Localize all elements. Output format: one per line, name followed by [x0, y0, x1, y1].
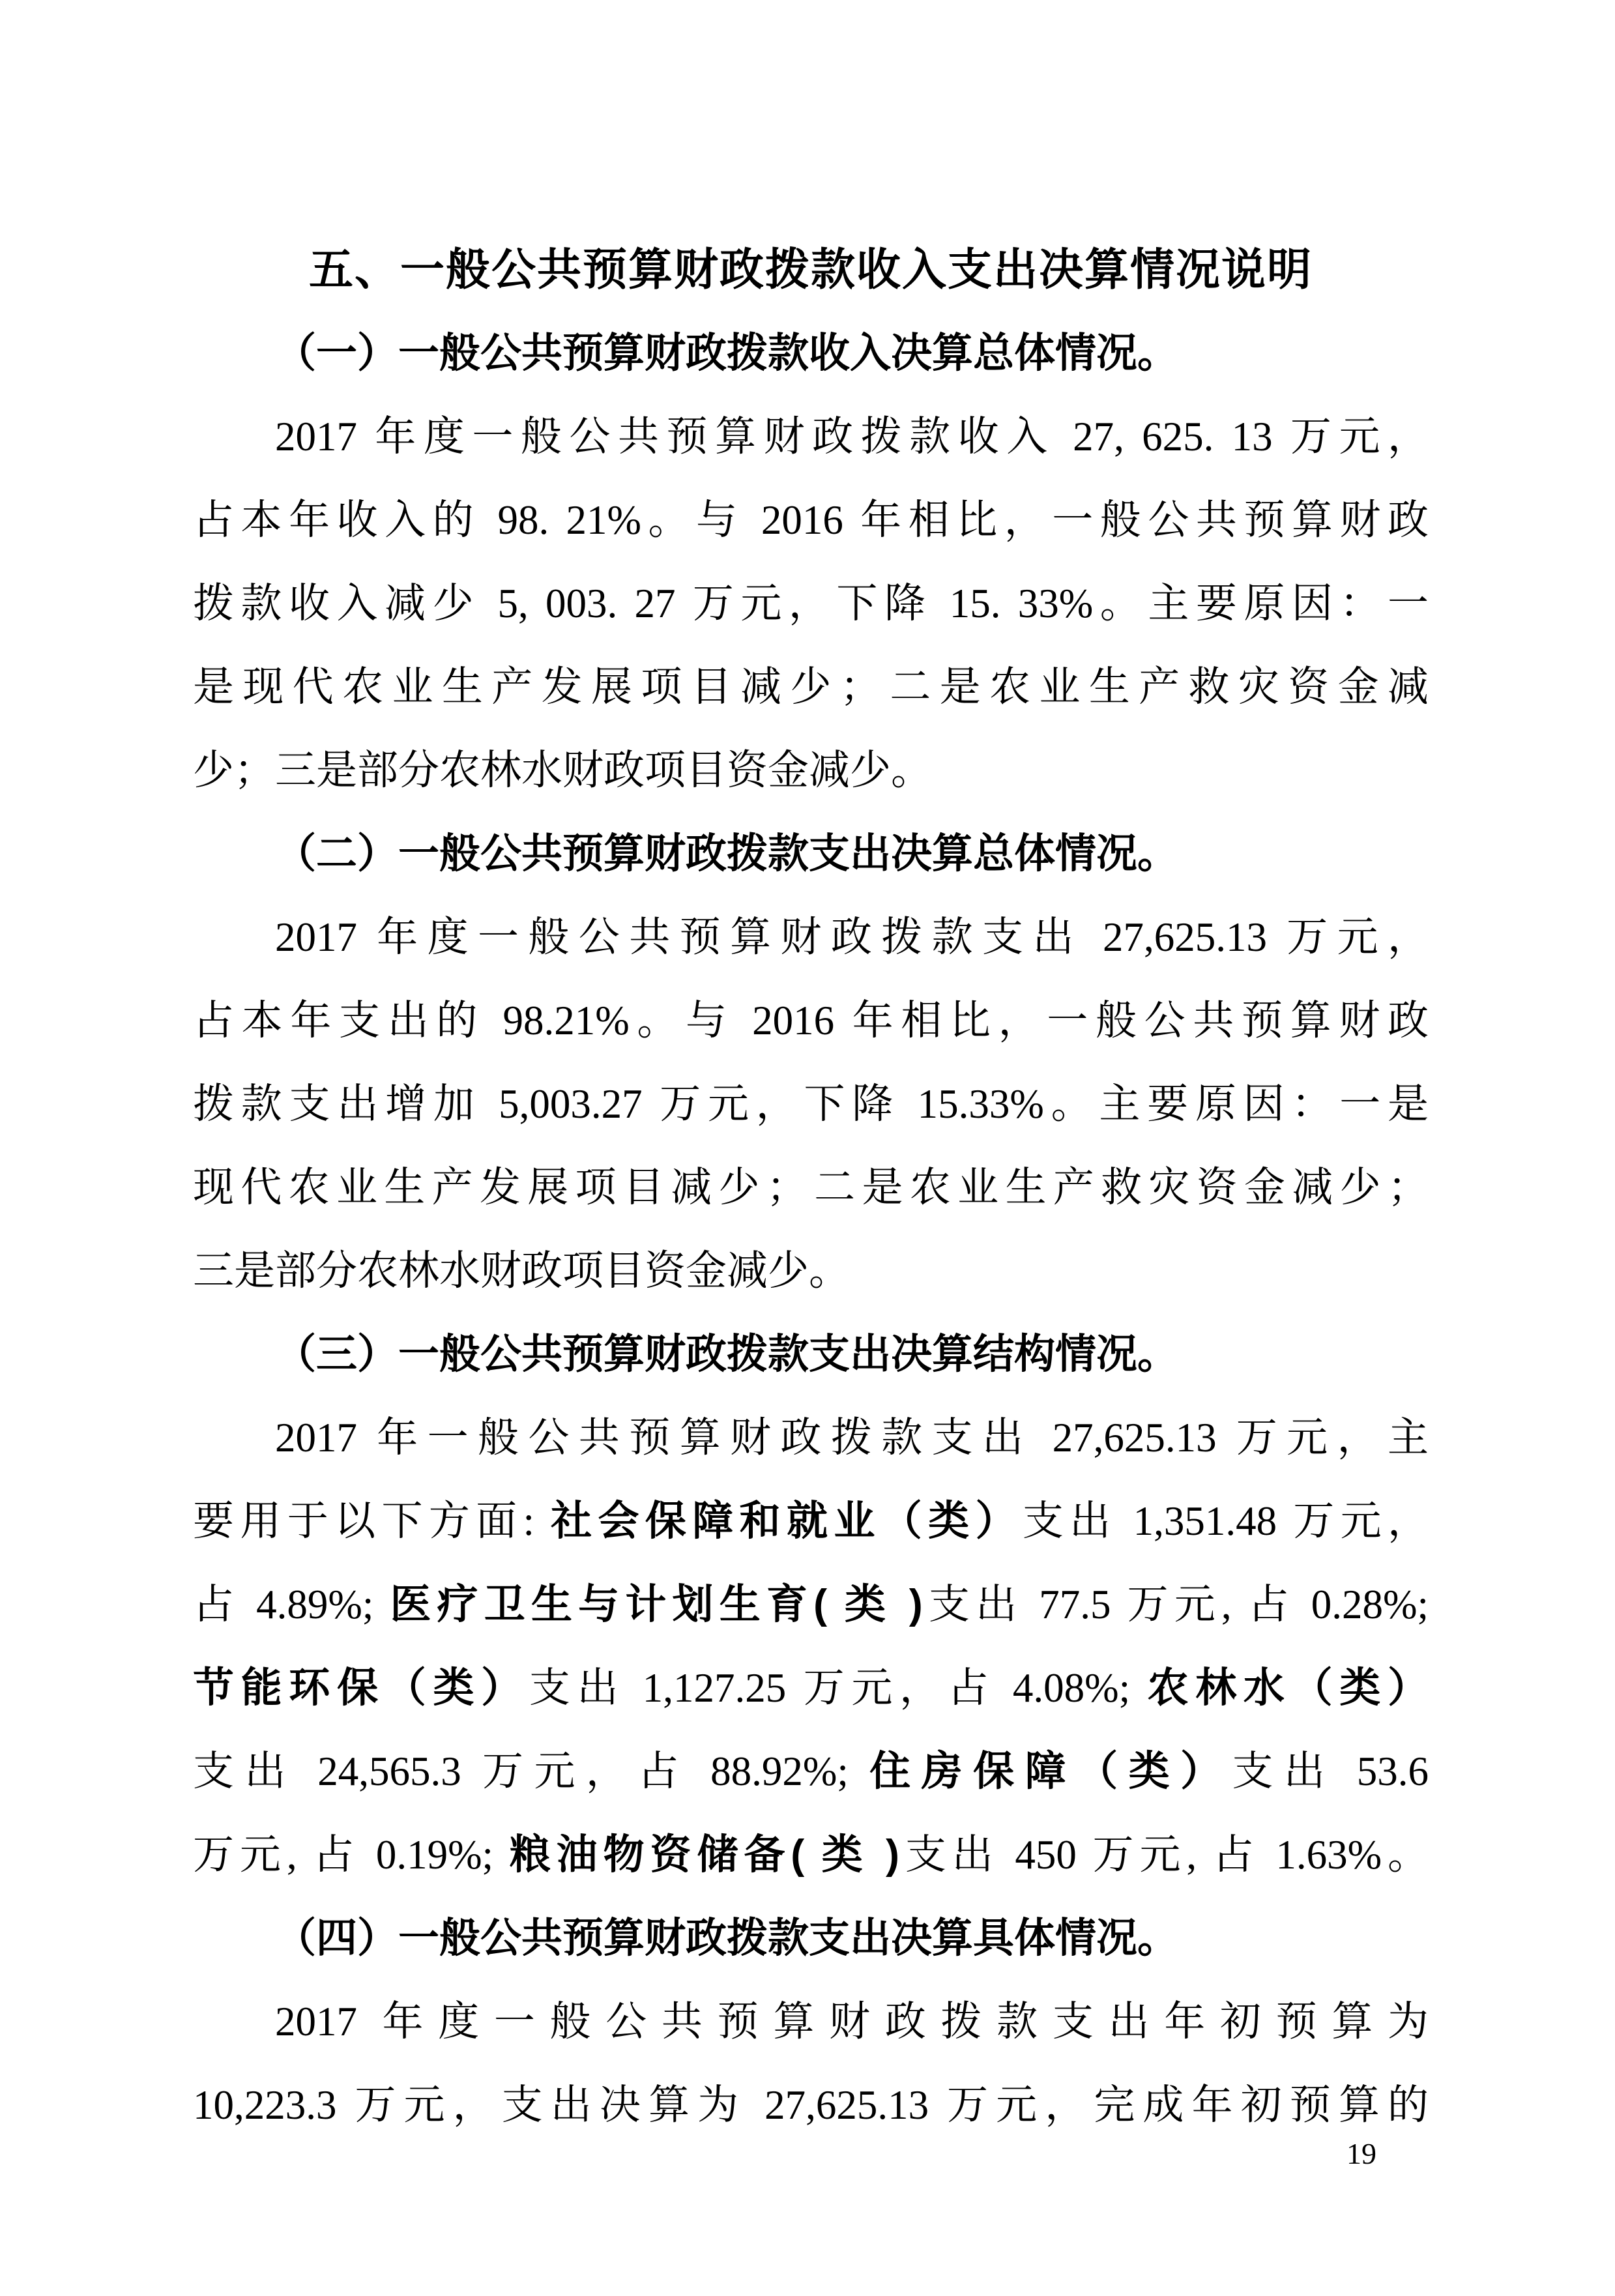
bold-term: 社会保障和就业（类） [551, 1498, 1023, 1544]
text-line [193, 1813, 1429, 1896]
page-number: 19 [1346, 2137, 1376, 2170]
text-segment: 支出 53.6 [1232, 1749, 1429, 1794]
bold-term: 住房保障（类） [869, 1749, 1232, 1794]
text-segment: 2017 年一般公共预算财政拨款支出 27,625.13 万元，主 [275, 1415, 1429, 1460]
bold-term: 五、一般公共预算财政拨款收入支出决算情况说明 [308, 245, 1313, 295]
section-heading [193, 1313, 1429, 1396]
text-line [193, 1062, 1429, 1146]
text-line [193, 478, 1429, 562]
text-segment: 占本年支出的 98.21%。与 2016 年相比，一般公共预算财政 [193, 998, 1429, 1043]
text-line [193, 729, 1429, 812]
bold-term: （三）一般公共预算财政拨款支出决算结构情况。 [275, 1331, 1178, 1377]
text-segment: 占 4.89%; [193, 1582, 390, 1627]
text-line [193, 395, 1429, 478]
text-line [193, 1229, 1429, 1313]
bold-term: （二）一般公共预算财政拨款支出决算总体情况。 [275, 831, 1178, 877]
text-segment: 支出 24,565.3 万元，占 88.92%; [193, 1749, 870, 1794]
text-segment: 拨款收入减少 5, 003. 27 万元，下降 15. 33%。主要原因：一 [193, 581, 1429, 626]
bold-term: （四）一般公共预算财政拨款支出决算具体情况。 [275, 1915, 1178, 1961]
text-segment: 2017 年度一般公共预算财政拨款支出年初预算为 [275, 1999, 1429, 2044]
text-segment: 少；三是部分农林水财政项目资金减少。 [193, 748, 932, 793]
text-segment: 2017 年度一般公共预算财政拨款收入 27, 625. 13 万元， [275, 414, 1429, 459]
bold-term: 医疗卫生与计划生育( 类 ) [390, 1582, 923, 1627]
text-line [193, 1980, 1429, 2063]
text-segment: 2017 年度一般公共预算财政拨款支出 27,625.13 万元， [275, 914, 1429, 960]
text-line [193, 1146, 1429, 1229]
section-heading [193, 812, 1429, 895]
page-content [193, 228, 1429, 2147]
text-line [193, 979, 1429, 1062]
section-heading [193, 312, 1429, 395]
text-segment: 是现代农业生产发展项目减少；二是农业生产救灾资金减 [193, 664, 1429, 710]
text-segment: 支出 1,127.25 万元，占 4.08%; [529, 1665, 1148, 1711]
bold-term: （一）一般公共预算财政拨款收入决算总体情况。 [275, 330, 1178, 376]
text-segment: 支出 450 万元, 占 1.63%。 [899, 1832, 1429, 1878]
text-segment: 拨款支出增加 5,003.27 万元，下降 15.33%。主要原因：一是 [193, 1081, 1429, 1127]
text-segment: 支出 77.5 万元, 占 0.28%; [922, 1582, 1429, 1627]
text-segment: 支出 1,351.48 万元， [1022, 1498, 1429, 1544]
section-heading [193, 1896, 1429, 1980]
bold-term: 农林水（类） [1147, 1665, 1429, 1711]
text-line [193, 562, 1429, 645]
text-line [193, 1396, 1429, 1479]
text-segment: 万元, 占 0.19%; [193, 1832, 510, 1878]
text-line [193, 645, 1429, 729]
text-line [193, 1730, 1429, 1813]
text-line [193, 2063, 1429, 2147]
document-title [193, 228, 1429, 312]
text-line [193, 1479, 1429, 1563]
bold-term: 节能环保（类） [193, 1665, 529, 1711]
text-segment: 占本年收入的 98. 21%。与 2016 年相比，一般公共预算财政 [193, 497, 1429, 543]
text-segment: 10,223.3 万元，支出决算为 27,625.13 万元，完成年初预算的 [193, 2082, 1429, 2128]
text-line [193, 895, 1429, 979]
text-line [193, 1646, 1429, 1730]
bold-term: 粮油物资储备( 类 ) [509, 1832, 899, 1878]
text-segment: 要用于以下方面: [193, 1498, 551, 1544]
text-segment: 三是部分农林水财政项目资金减少。 [193, 1248, 850, 1294]
text-segment: 现代农业生产发展项目减少；二是农业生产救灾资金减少； [193, 1165, 1429, 1210]
text-line [193, 1563, 1429, 1646]
